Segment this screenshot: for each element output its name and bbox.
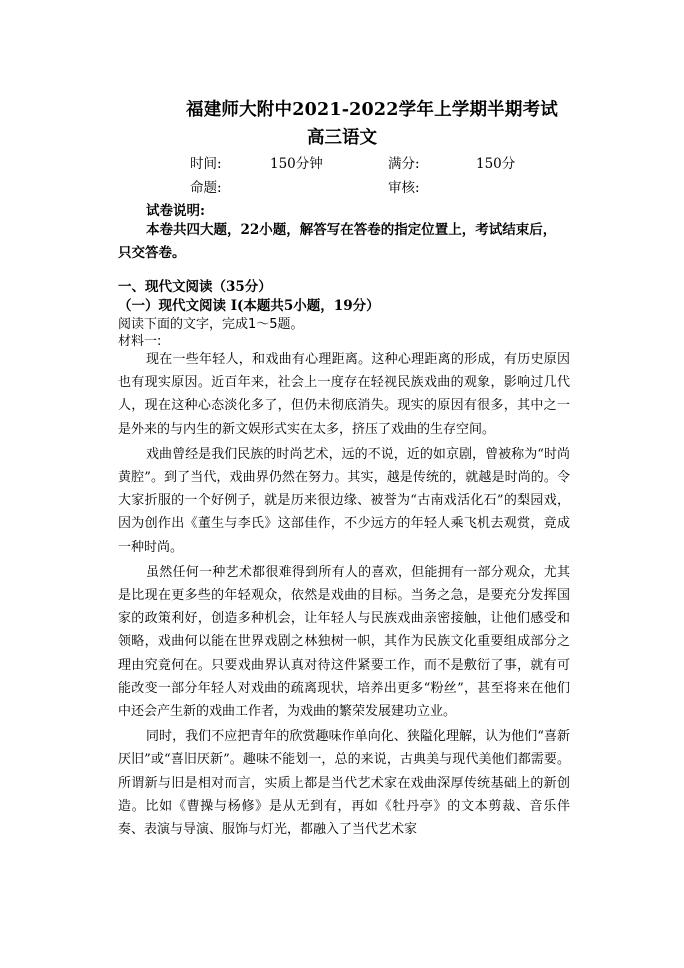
author-label: 命题: [190,180,222,196]
time-value: 150分钟 [270,156,323,172]
notes-label: 试卷说明: [146,203,205,219]
reviewer-label: 审核: [388,180,420,196]
score-value: 150分 [476,156,516,172]
exam-title: 福建师大附中2021-2022学年上学期半期考试 [186,100,558,120]
article-paragraph: 戏曲曾经是我们民族的时尚艺术，远的不说，近的如京剧，曾被称为“时尚黄腔”。到了当代，戏曲界仍然在努力。其实，越是传统的，就越是时尚的。令大家折服的一个好例子，就是历来很边缘、被誉为“古南戏活化石”的梨园戏，因为创作出《董生与李氏》这部佳作，不少远方的年轻人乘飞机去观赏，竟成一种时尚。 [118,446,570,555]
article-paragraph: 现在一些年轻人，和戏曲有心理距离。这种心理距离的形成，有历史原因也有现实原因。近百年来，社会上一度存在轻视民族戏曲的观象，影响过几代人，现在这种心态淡化多了，但仍未彻底消失。现实的原因有很多，其中之一是外来的与内生的新文娱形式实在太多，挤压了戏曲的生存空间。 [118,352,570,437]
subsection-heading: （一）现代文阅读 I(本题共5小题，19分） [118,298,380,314]
article-body [118,348,570,843]
time-label: 时间: [190,156,222,172]
exam-subtitle: 高三语文 [307,128,377,148]
material-label: 材料一: [118,334,162,349]
score-label: 满分: [388,156,420,172]
article-paragraph: 同时，我们不应把青年的欣赏趣味作单向化、狭隘化理解，认为他们“喜新厌旧”或“喜旧厌新”。趣味不能划一，总的来说，古典美与现代美他们都需要。所谓新与旧是相对而言，实质上都是当代艺术家在戏曲深厚传统基础上的新创造。比如《曹操与杨修》是从无到有，再如《牡丹亭》的文本剪裁、音乐伴奏、表演与导演、服饰与灯光，都融入了当代艺术家 [118,729,570,838]
article-paragraph: 虽然任何一种艺术都很难得到所有人的喜欢，但能拥有一部分观众，尤其是比现在更多些的年轻观众，依然是戏曲的目标。当务之急，是要充分发挥国家的政策利好，创造多种机会，让年轻人与民族戏曲亲密接触，让他们感受和领略，戏曲何以能在世界戏剧之林独树一帜，其作为民族文化重要组成部分之理由究竟何在。只要戏曲界认真对待这件紧要工作，而不是敷衍了事，就有可能改变一部分年轻人对戏曲的疏离现状，培养出更多“粉丝”，甚至将来在他们中还会产生新的戏曲工作者，为戏曲的繁荣发展建功立业。 [118,564,570,720]
reading-instruction: 阅读下面的文字，完成1～5题。 [118,317,304,332]
notes-body: 本卷共四大题，22小题，解答写在答卷的指定位置上，考试结束后，只交答卷。 [118,222,557,261]
section-heading: 一、现代文阅读（35分） [118,279,272,295]
